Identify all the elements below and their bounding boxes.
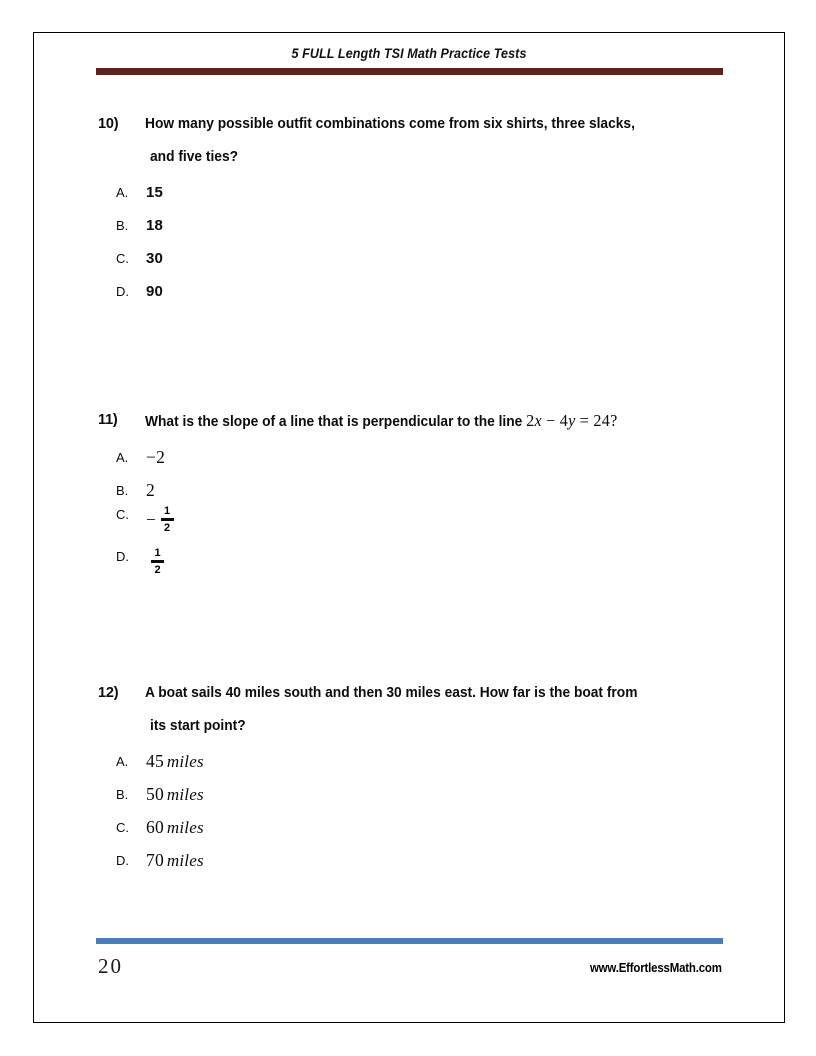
question-10-options	[34, 176, 784, 308]
question-spacer	[34, 308, 784, 404]
fraction-numerator: 1	[164, 505, 171, 517]
equation-rhs: 24?	[593, 411, 618, 430]
questions-container	[34, 108, 784, 877]
option-letter: D.	[116, 853, 129, 868]
option-value: 18	[146, 217, 164, 234]
question-block-10	[34, 108, 784, 308]
option-letter: B.	[116, 787, 129, 802]
option-row[interactable]	[34, 441, 784, 474]
option-number: 45	[146, 751, 164, 771]
option-row[interactable]	[34, 209, 784, 242]
option-row[interactable]	[34, 474, 784, 507]
option-unit: miles	[166, 752, 204, 771]
option-row[interactable]	[34, 745, 784, 778]
question-block-11	[34, 404, 784, 591]
header-title: 5 FULL Length TSI Math Practice Tests	[291, 46, 527, 61]
option-row[interactable]	[34, 507, 784, 549]
fraction-denominator: 2	[164, 521, 171, 534]
option-letter: C.	[116, 820, 129, 835]
option-row[interactable]	[34, 811, 784, 844]
option-unit: miles	[166, 851, 204, 870]
question-spacer	[34, 591, 784, 677]
fraction	[161, 505, 174, 534]
fraction-bar	[161, 518, 174, 521]
option-value: 30	[146, 250, 164, 267]
footer-rule	[96, 938, 723, 944]
option-value-fraction	[146, 547, 164, 576]
question-block-12	[34, 677, 784, 877]
question-11-text-prefix: What is the slope of a line that is perpendicular to the line	[145, 414, 527, 430]
question-12-options	[34, 745, 784, 877]
question-10-number: 10)	[98, 116, 119, 132]
option-letter: B.	[116, 218, 129, 233]
page-sheet	[33, 32, 785, 1023]
option-letter: A.	[116, 185, 129, 200]
option-row[interactable]	[34, 549, 784, 591]
option-row[interactable]	[34, 844, 784, 877]
page-header	[34, 33, 784, 93]
option-letter: A.	[116, 754, 129, 769]
equation-variable-x: x	[534, 411, 542, 430]
question-12-number: 12)	[98, 685, 119, 701]
option-unit: miles	[166, 818, 204, 837]
question-11-line-1	[34, 404, 784, 439]
option-value	[146, 811, 204, 844]
question-12-text-line-2: its start point?	[150, 718, 246, 734]
option-value: −2	[146, 447, 166, 467]
option-letter: B.	[116, 483, 129, 498]
equation-variable-y: y	[568, 411, 576, 430]
option-row[interactable]	[34, 242, 784, 275]
question-11-number: 11)	[98, 412, 118, 428]
equation-coefficient-1: 2	[526, 411, 535, 430]
option-number: 60	[146, 817, 164, 837]
option-letter: C.	[116, 251, 129, 266]
option-value: 2	[146, 480, 155, 500]
option-value	[146, 745, 204, 778]
option-value	[146, 844, 204, 877]
fraction-numerator: 1	[154, 547, 161, 559]
question-11-options	[34, 441, 784, 591]
option-number: 70	[146, 850, 164, 870]
option-value: 15	[146, 184, 164, 201]
question-10-text-line-2: and five ties?	[150, 149, 239, 165]
fraction-sign: −	[146, 510, 156, 530]
header-rule	[96, 68, 723, 75]
question-10-line-2	[34, 141, 784, 174]
option-letter: C.	[116, 507, 129, 522]
fraction	[151, 547, 164, 576]
option-row[interactable]	[34, 275, 784, 308]
option-row[interactable]	[34, 176, 784, 209]
page-footer	[34, 938, 784, 998]
equation-equals: =	[579, 411, 590, 430]
footer-website-url[interactable]: www.EffortlessMath.com	[590, 960, 722, 975]
option-letter: D.	[116, 284, 129, 299]
equation-minus: −	[546, 411, 556, 430]
option-letter: A.	[116, 450, 129, 465]
fraction-bar	[151, 560, 164, 563]
equation-coefficient-2: 4	[559, 411, 569, 430]
option-value	[146, 778, 204, 811]
option-row[interactable]	[34, 778, 784, 811]
question-12-text-line-1: A boat sails 40 miles south and then 30 miles east. How far is the boat from	[145, 685, 638, 701]
fraction-denominator: 2	[154, 563, 161, 576]
question-12-line-1	[34, 677, 784, 710]
option-letter: D.	[116, 549, 129, 564]
question-12-line-2	[34, 710, 784, 743]
option-value-fraction	[146, 505, 174, 534]
page-number: 20	[98, 954, 123, 978]
question-10-text-line-1: How many possible outfit combinations come from six shirts, three slacks,	[145, 116, 635, 132]
option-number: 50	[146, 784, 164, 804]
option-value: 90	[146, 283, 164, 300]
question-10-line-1	[34, 108, 784, 141]
question-11-text	[145, 404, 618, 439]
option-unit: miles	[166, 785, 204, 804]
